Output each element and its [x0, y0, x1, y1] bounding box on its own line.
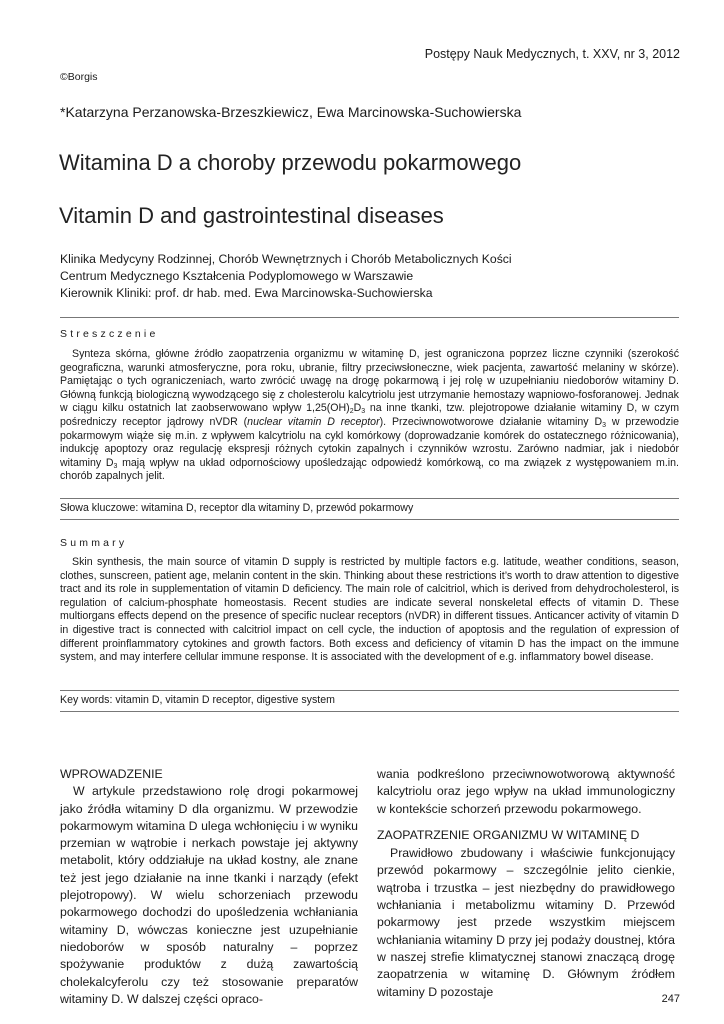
summary-heading: Summary [60, 537, 128, 549]
keywords-english: Key words: vitamin D, vitamin D receptor, digestive system [60, 694, 335, 706]
divider [60, 498, 679, 499]
title-polish: Witamina D a choroby przewodu pokarmowego [59, 150, 522, 175]
body-paragraph: Prawidłowo zbudowany i właściwie funkcjonujący przewód pokarmowy – szczególnie jelito cienkie, wątroba i trzustka – jest niezbędny do prawidłowego wchłaniania i metabolizmu witaminy D. Przewód pokarmowy jest przede wszystkim miejscem wchłaniania witaminy D przy jej podaży doustnej, która w naszej strefie klimatycznej stanowi znaczącą drogę zaopatrzenia w witaminę D. Głównym źródłem witaminy D pozostaje [377, 846, 675, 999]
publisher-mark: ©Borgis [60, 71, 98, 83]
streszczenie-paragraph: Synteza skórna, główne źródło zaopatrzenia organizmu w witaminę D, jest ograniczona poprzez liczne czynniki (szerokość geograficzna, warunki atmosferyczne, pora roku, ubranie, filtry przeciwsłoneczne, wiek pacjenta, zawartość melaniny w skórze). Pamiętając o tych ograniczeniach, warto zwrócić uwagę na drogę pokarmową i jej rolę w uzupełnianiu niedoborów witaminy D. Główną funkcją biologiczną wywodzącego się z cholesterolu kalcytriolu jest utrzymanie hemostazy wapniowo-fosforanowej. Jednak w ciągu kilku ostatnich lat zaobserwowano wpływ $1,25(OH)_2D_3$ na inne tkanki, tzw. plejotropowe działanie witaminy D, w czym pośredniczy receptor jądrowy nVDR (nuclear vitamin D receptor). Przeciwnowotworowe działanie witaminy $D_3$ w przewodzie pokarmowym wiąże się m.in. z wpływem kalcytriolu na cykl komórkowy (doprowadzanie komórek do ostatecznego różnicowania), indukcję apoptozy oraz regulację ekspresji różnych cytokin zapalnych i czynników wzrostu. Zarówno nadmiar, jak i niedobór witaminy $D_3$ mają wpływ na układ odpornościowy upośledzając odpowiedź komórkową, co ma związek z występowaniem m.in. chorób zapalnych jelit. [60, 348, 680, 483]
journal-citation: Postępy Nauk Medycznych, t. XXV, nr 3, 2012 [424, 47, 680, 61]
streszczenie-body [60, 348, 679, 484]
authors: *Katarzyna Perzanowska-Brzeszkiewicz, Ewa Marcinowska-Suchowierska [60, 104, 522, 120]
affiliation-line: Kierownik Kliniki: prof. dr hab. med. Ewa Marcinowska-Suchowierska [60, 286, 433, 300]
affiliation [60, 251, 512, 302]
divider [60, 690, 679, 691]
affiliation-line: Centrum Medycznego Kształcenia Podyplomowego w Warszawie [60, 269, 414, 283]
section-heading: ZAOPATRZENIE ORGANIZMU W WITAMINĘ D [377, 827, 640, 842]
right-column [377, 766, 675, 1001]
divider [60, 711, 679, 712]
summary-body [60, 556, 679, 665]
left-column [60, 766, 358, 1008]
summary-paragraph: Skin synthesis, the main source of vitamin D supply is restricted by multiple factors e.g. latitude, weather conditions, season, clothes, sunscreen, patient age, melanin content in the skin. Thinking about these restrictions it’s worth to draw attention to digestive tract and its role in supplementation of vitamin D deficiency. The main role of calcitriol, which is derived from dehydrocholesterol, is regulation of calcium-phosphate homeostasis. Recent studies are indicate several nonskeletal effects of vitamin D. These multiorgans effects depend on the presence of specific nuclear receptors (nVDR) in different tissues. Anticancer activity of vitamin D in digestive tract is connected with calcitriol impact on cell cycle, the induction of apoptosis and the regulation of expression of different proinflammatory cytokines and growth factors. Both excess and deficiency of vitamin D has the impact on the immune system, and may interfere cellular immune response. It is associated with the development of e.g. inflammatory bowel disease. [60, 556, 679, 664]
body-paragraph: W artykule przedstawiono rolę drogi pokarmowej jako źródła witaminy D dla organizmu. W przewodzie pokarmowym witamina D ulega wchłonięciu i w wyniku przemian w wątrobie i nerkach powstaje jej aktywny metabolit, który oddziałuje na układ kostny, ale znane też jest jego działanie na inne tkanki i narządy (efekt plejotropowy). W wielu schorzeniach przewodu pokarmowego dochodzi do upośledzenia wchłaniania witaminy D, wówczas konieczne jest uzupełnianie niedoborów w sposób naturalny – poprzez spożywanie produktów z dużą zawartością cholekalcyferolu czy też stosowanie preparatów witaminy D. W dalszej części opraco- [60, 784, 359, 1006]
divider [60, 317, 679, 318]
keywords-polish: Słowa kluczowe: witamina D, receptor dla witaminy D, przewód pokarmowy [60, 502, 414, 514]
section-heading: WPROWADZENIE [60, 767, 163, 781]
page-number: 247 [661, 993, 680, 1005]
divider [60, 519, 679, 520]
affiliation-line: Klinika Medycyny Rodzinnej, Chorób Wewnętrznych i Chorób Metabolicznych Kości [60, 252, 512, 266]
title-english: Vitamin D and gastrointestinal diseases [59, 203, 444, 228]
streszczenie-heading: Streszczenie [60, 328, 159, 340]
body-paragraph-continued: wania podkreślono przeciwnowotworową aktywność kalcytriolu oraz jego wpływ na układ immunologiczny w kontekście schorzeń przewodu pokarmowego. [377, 767, 675, 816]
